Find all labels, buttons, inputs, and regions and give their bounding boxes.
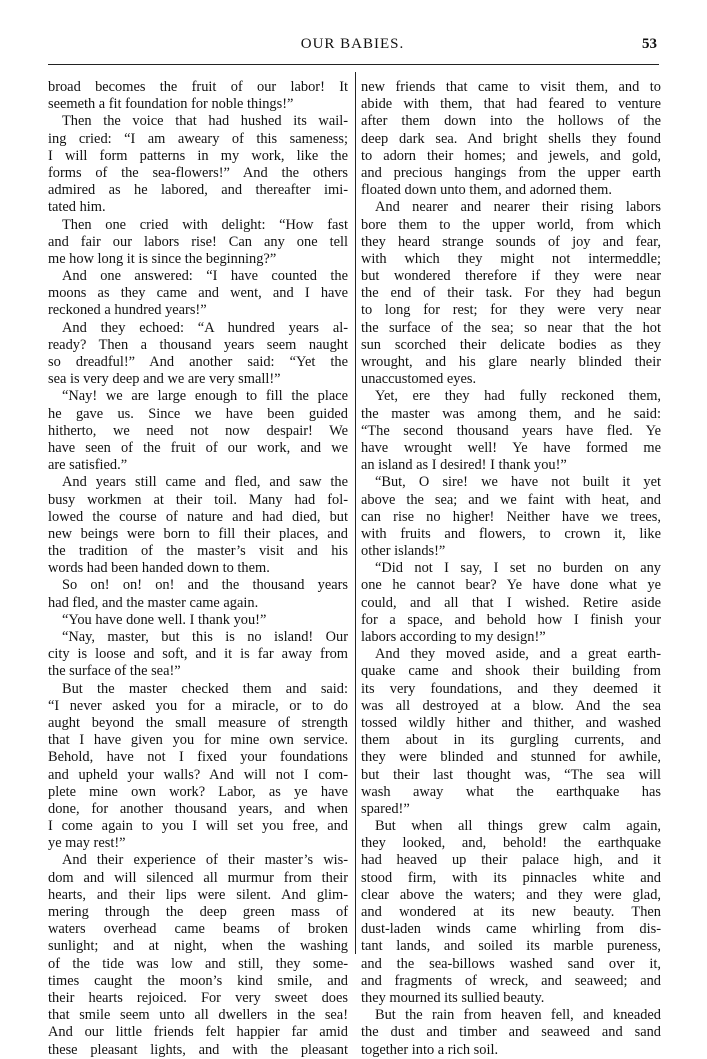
text-line: so dreadful!” And another said: “Yet the <box>48 354 348 370</box>
text-line: and fragments of wreck, and seaweed; and <box>361 972 661 989</box>
text-line: busy workmen at their toil. Many had fol- <box>48 491 348 508</box>
text-line: tant lands, and soiled its marble pureness, <box>361 938 661 955</box>
text-line: ready? Then a thousand years seem naught <box>48 336 348 353</box>
text-line: its very foundations, and they deemed it <box>361 680 661 697</box>
text-line: and the sea-billows washed sand over it, <box>361 955 661 972</box>
text-line: And they echoed: “A hundred years al- <box>62 319 348 336</box>
text-line: can rise no higher! Neither have we trees, <box>361 508 661 525</box>
right-column <box>361 79 661 1059</box>
text-line: they looked, and, behold! the earthquake <box>361 835 661 852</box>
text-line: dom and will silenced all murmur from their <box>48 869 348 886</box>
text-line: aught beyond the small measure of strength <box>48 714 348 731</box>
text-line: have seen of the fruit of our work, and we <box>48 439 348 456</box>
text-line: for a space, and behold how I finish your <box>361 611 661 628</box>
text-line: I come again to you I will set you free, and <box>48 818 348 835</box>
text-line: the tradition of the master’s visit and his <box>48 543 348 560</box>
text-line: “Nay! we are large enough to fill the place <box>62 388 348 405</box>
text-line: and upheld your walls? And will not I com- <box>48 766 348 783</box>
text-line: other islands!” <box>361 543 446 560</box>
text-line: bore them to the upper world, from which <box>361 216 661 233</box>
column-divider <box>355 72 356 954</box>
text-line: that I have given you for mine own service. <box>48 732 348 749</box>
text-line: waters overhead came beams of broken <box>48 921 348 938</box>
text-line: of the tide was low and still, they some- <box>48 955 348 972</box>
text-line: moons as they came and went, and I have <box>48 285 348 302</box>
text-line: “I never asked you for a miracle, or to do <box>48 697 348 714</box>
text-line: forms of the sea-flowers!” And the others <box>48 164 348 181</box>
text-line: quake came and shook their building from <box>361 663 661 680</box>
text-line: an island as I desired! I thank you!” <box>361 457 567 474</box>
text-line: had fled, and the master came again. <box>48 594 259 611</box>
running-header <box>48 36 657 56</box>
text-line: “The second thousand years have fled. Ye <box>361 422 661 439</box>
page-number: 53 <box>642 36 657 52</box>
running-title: OUR BABIES. <box>300 36 405 52</box>
left-column <box>48 79 348 1059</box>
text-line: “Nay, master, but this is no island! Our <box>62 629 348 645</box>
text-line: “You have done well. I thank you!” <box>62 611 267 628</box>
header-rule <box>48 64 659 65</box>
text-line: new friends that came to visit them, and to <box>361 79 661 95</box>
text-line: And nearer and nearer their rising labors <box>375 199 661 216</box>
text-line: the dust and timber and seaweed and sand <box>361 1024 661 1041</box>
text-line: ye may rest!” <box>48 835 126 852</box>
text-line: ing cried: “I am aweary of this sameness; <box>48 130 348 147</box>
text-line: abide with them, that had feared to venture <box>361 96 661 113</box>
text-line: them about in its gurgling currents, and <box>361 732 661 749</box>
text-line: and precious hangings from the upper earth <box>361 164 661 181</box>
text-line: sun scorched their delicate bodies as they <box>361 336 661 353</box>
text-line: tossed wildly hither and thither, and washed <box>361 714 661 731</box>
text-line: And years still came and fled, and saw the <box>62 474 348 491</box>
text-line: spared!” <box>361 800 410 817</box>
text-line: that smile seem unto all dwellers in the sea! <box>48 1007 348 1024</box>
text-line: above the sea; and we faint with heat, and <box>361 491 661 508</box>
text-line: sunlight; and at night, when the washing <box>48 938 348 955</box>
text-line: they heard strange sounds of joy and fear, <box>361 233 661 250</box>
text-line: admired as he labored, and thereafter imi- <box>48 182 348 199</box>
text-line: wrought, and his glare nearly blinded their <box>361 354 661 370</box>
text-line: to adorn their homes; and jewels, and gold, <box>361 147 661 164</box>
text-line: to long for rest; for they were very near <box>361 302 661 319</box>
text-line: with fruits and flowers, to crown it, like <box>361 525 661 542</box>
text-line: And their experience of their master’s wis- <box>62 852 348 869</box>
text-line: And they moved aside, and a great earth- <box>375 646 661 663</box>
text-line: and wondered at its new beauty. Then <box>361 904 661 920</box>
text-line: wash away what the earthquake has <box>361 783 661 800</box>
text-line: words had been handed down to them. <box>48 560 270 577</box>
text-line: “But, O sire! we have not built it yet <box>375 474 661 491</box>
text-line: seemeth a fit foundation for noble things!” <box>48 96 294 113</box>
text-line: was all destroyed at a blow. And the sea <box>361 697 661 714</box>
text-line: had heaved up their palace high, and it <box>361 852 661 869</box>
text-line: mering through the deep green mass of <box>48 904 348 920</box>
text-line: clear above the waters; and they were glad, <box>361 886 661 903</box>
text-line: city is loose and soft, and it is far away from <box>48 646 348 663</box>
text-line: their hearts rejoiced. For very sweet does <box>48 989 348 1006</box>
text-line: And our little friends felt happier far amid <box>48 1024 348 1041</box>
text-line: have wrought well! Ye have formed me <box>361 439 661 456</box>
text-line: But the rain from heaven fell, and kneaded <box>375 1007 661 1024</box>
text-line: new beings were born to fill their places, and <box>48 525 348 542</box>
text-line: Then the voice that had hushed its wail- <box>62 113 348 130</box>
text-line: done, for another thousand years, and when <box>48 800 348 817</box>
text-line: they mourned its sullied beauty. <box>361 989 545 1006</box>
text-line: after them down into the hollows of the <box>361 113 661 130</box>
text-line: hitherto, we need not now despair! We <box>48 422 348 439</box>
text-line: these pleasant lights, and with the pleasant <box>48 1041 348 1058</box>
text-line: floated down unto them, and adorned them. <box>361 182 612 199</box>
text-line: “Did not I say, I set no burden on any <box>375 560 661 577</box>
text-line: broad becomes the fruit of our labor! It <box>48 79 348 95</box>
text-line: could, and all that I wished. Retire aside <box>361 594 661 611</box>
text-line: unaccustomed eyes. <box>361 371 477 388</box>
text-line: deep dark sea. And bright shells they found <box>361 130 661 147</box>
text-line: and fair our labors rise! Can any one tell <box>48 233 348 250</box>
text-line: hearts, and their lips were silent. And glim- <box>48 886 348 903</box>
text-line: labors according to my design!” <box>361 629 546 645</box>
text-line: I will form patterns in my work, like the <box>48 147 348 164</box>
text-line: But when all things grew calm again, <box>375 818 661 835</box>
text-line: he gave us. Since we have been guided <box>48 405 348 422</box>
text-line: but wondered therefore if they were near <box>361 268 661 285</box>
text-line: plete mine own work? Labor, as ye have <box>48 783 348 800</box>
text-line: the end of their task. For they had begun <box>361 285 661 302</box>
text-line: but their last thought was, “The sea will <box>361 766 661 783</box>
text-line: Behold, have not I fixed your foundations <box>48 749 348 766</box>
text-line: together into a rich soil. <box>361 1041 499 1058</box>
text-line: they were blinded and stunned for awhile, <box>361 749 661 766</box>
text-line: times caught the moon’s kind smile, and <box>48 972 348 989</box>
text-line: stood firm, with its pinnacles white and <box>361 869 661 886</box>
text-line: the master was among them, and he said: <box>361 405 661 422</box>
text-line: dust-laden winds came whirling from dis- <box>361 921 661 938</box>
text-line: And one answered: “I have counted the <box>62 268 348 285</box>
text-line: the surface of the sea!” <box>48 663 181 680</box>
text-line: lowed the course of nature and had died, but <box>48 508 348 525</box>
text-line: Yet, ere they had fully reckoned them, <box>375 388 661 405</box>
text-line: me how long it is since the beginning?” <box>48 250 277 267</box>
text-line: sea is very deep and we are very small!” <box>48 371 281 388</box>
text-line: tated him. <box>48 199 106 216</box>
text-line: reckoned a hundred years!” <box>48 302 207 319</box>
text-line: But the master checked them and said: <box>62 680 348 697</box>
text-line: with which they might not intermeddle; <box>361 250 661 267</box>
text-line: So on! on! on! and the thousand years <box>62 577 348 594</box>
text-line: the surface of the sea; so near that the hot <box>361 319 661 336</box>
text-line: one he cannot bear? Ye have done what ye <box>361 577 661 594</box>
text-line: are satisfied.” <box>48 457 128 474</box>
text-line: Then one cried with delight: “How fast <box>62 216 348 233</box>
